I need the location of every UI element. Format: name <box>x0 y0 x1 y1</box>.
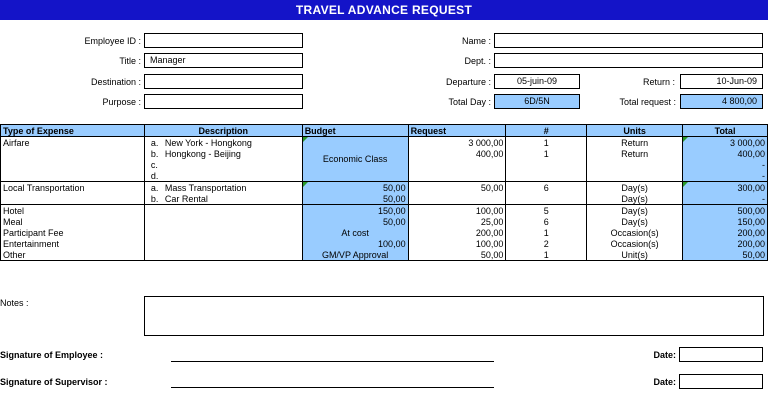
table-header-row <box>1 125 768 137</box>
signature-supervisor-label: Signature of Supervisor : <box>0 377 108 387</box>
cell-description[interactable] <box>144 182 302 194</box>
cell-description[interactable] <box>144 227 302 238</box>
cell-type <box>1 170 145 182</box>
total-day-field: 6D/5N <box>494 94 580 109</box>
cell-request[interactable] <box>408 193 506 205</box>
cell-type: Participant Fee <box>1 227 145 238</box>
cell-desc-letter: b. <box>150 148 159 159</box>
total-request-label: Total request : <box>619 97 676 107</box>
cell-desc-letter: d. <box>150 170 159 181</box>
cell-units: Return <box>587 137 683 149</box>
total-request-field: 4 800,00 <box>680 94 763 109</box>
table-row <box>1 193 768 205</box>
cell-count[interactable]: 1 <box>506 148 587 159</box>
cell-type: Airfare <box>1 137 145 149</box>
cell-units: Day(s) <box>587 216 683 227</box>
cell-request[interactable] <box>408 170 506 182</box>
date-employee-field[interactable] <box>679 347 763 362</box>
signature-employee-line[interactable] <box>171 361 494 362</box>
destination-field[interactable] <box>144 74 303 89</box>
cell-total: - <box>683 170 768 182</box>
cell-desc-letter: a. <box>150 182 159 193</box>
col-header-units: Units <box>587 125 683 137</box>
cell-request[interactable]: 200,00 <box>408 227 506 238</box>
cell-budget[interactable]: 100,00 <box>302 238 408 249</box>
cell-total: 400,00 <box>683 148 768 159</box>
cell-description[interactable] <box>144 216 302 227</box>
cell-total: 200,00 <box>683 238 768 249</box>
cell-type <box>1 159 145 170</box>
date-label: Date: <box>653 377 676 387</box>
col-header-type: Type of Expense <box>1 125 145 137</box>
signature-employee-label: Signature of Employee : <box>0 350 104 360</box>
cell-units: Return <box>587 148 683 159</box>
purpose-label: Purpose : <box>102 97 141 107</box>
dept-label: Dept. : <box>464 56 491 66</box>
cell-description[interactable] <box>144 170 302 182</box>
col-header-budget: Budget <box>302 125 408 137</box>
cell-type <box>1 193 145 205</box>
date-label: Date: <box>653 350 676 360</box>
table-row <box>1 182 768 194</box>
cell-units: Day(s) <box>587 205 683 217</box>
table-row <box>1 227 768 238</box>
cell-request[interactable] <box>408 159 506 170</box>
cell-budget[interactable]: At cost <box>302 227 408 238</box>
cell-budget[interactable]: 50,00 <box>302 193 408 205</box>
form-title: TRAVEL ADVANCE REQUEST <box>0 0 768 20</box>
return-label: Return : <box>642 77 675 87</box>
total-day-label: Total Day : <box>448 97 491 107</box>
cell-request[interactable]: 100,00 <box>408 205 506 217</box>
cell-count[interactable] <box>506 170 587 182</box>
cell-count[interactable] <box>506 193 587 205</box>
cell-type: Other <box>1 249 145 261</box>
cell-count[interactable]: 1 <box>506 137 587 149</box>
departure-label: Departure : <box>445 77 491 87</box>
cell-request[interactable]: 50,00 <box>408 182 506 194</box>
cell-description[interactable] <box>144 249 302 261</box>
cell-request[interactable]: 50,00 <box>408 249 506 261</box>
cell-desc-letter: c. <box>150 159 158 170</box>
cell-count[interactable]: 1 <box>506 227 587 238</box>
purpose-field[interactable] <box>144 94 303 109</box>
col-header-request: Request <box>408 125 506 137</box>
cell-total: 300,00 <box>683 182 768 194</box>
cell-units: Day(s) <box>587 182 683 194</box>
notes-field[interactable] <box>144 296 764 336</box>
date-supervisor-field[interactable] <box>679 374 763 389</box>
table-row <box>1 216 768 227</box>
col-header-count: # <box>506 125 587 137</box>
cell-total: 500,00 <box>683 205 768 217</box>
signature-supervisor-line[interactable] <box>171 387 494 388</box>
cell-units <box>587 170 683 182</box>
cell-desc-text: Hongkong - Beijing <box>164 148 241 159</box>
cell-total: - <box>683 159 768 170</box>
cell-desc-letter: a. <box>150 137 159 148</box>
cell-units: Occasion(s) <box>587 227 683 238</box>
destination-label: Destination : <box>90 77 141 87</box>
cell-type <box>1 148 145 159</box>
cell-description[interactable] <box>144 137 302 149</box>
cell-count[interactable] <box>506 159 587 170</box>
cell-total: 3 000,00 <box>683 137 768 149</box>
cell-desc-text: New York - Hongkong <box>164 137 252 148</box>
cell-units: Day(s) <box>587 193 683 205</box>
cell-request[interactable]: 3 000,00 <box>408 137 506 149</box>
title-label: Title : <box>119 56 141 66</box>
table-row <box>1 249 768 261</box>
dept-field[interactable] <box>494 53 763 68</box>
return-field[interactable]: 10-Jun-09 <box>680 74 763 89</box>
cell-type: Entertainment <box>1 238 145 249</box>
table-row <box>1 238 768 249</box>
cell-total: 200,00 <box>683 227 768 238</box>
cell-description[interactable] <box>144 148 302 159</box>
cell-units: Occasion(s) <box>587 238 683 249</box>
col-header-total: Total <box>683 125 768 137</box>
notes-label: Notes : <box>0 298 29 308</box>
cell-description[interactable] <box>144 159 302 170</box>
cell-total: 150,00 <box>683 216 768 227</box>
cell-request[interactable]: 400,00 <box>408 148 506 159</box>
col-header-description: Description <box>144 125 302 137</box>
cell-budget[interactable]: 150,00 <box>302 205 408 217</box>
cell-desc-letter: b. <box>150 193 159 204</box>
name-label: Name : <box>461 36 491 46</box>
cell-request[interactable]: 100,00 <box>408 238 506 249</box>
cell-total: - <box>683 193 768 205</box>
cell-type: Meal <box>1 216 145 227</box>
cell-count[interactable]: 6 <box>506 182 587 194</box>
title-field[interactable]: Manager <box>144 53 303 68</box>
cell-count[interactable]: 2 <box>506 238 587 249</box>
cell-total: 50,00 <box>683 249 768 261</box>
cell-type: Local Transportation <box>1 182 145 194</box>
expense-table <box>0 124 768 261</box>
name-field[interactable] <box>494 33 763 48</box>
cell-count[interactable]: 6 <box>506 216 587 227</box>
cell-budget[interactable]: GM/VP Approval <box>302 249 408 261</box>
cell-type: Hotel <box>1 205 145 217</box>
table-row <box>1 137 768 149</box>
table-row <box>1 205 768 217</box>
employee-id-field[interactable] <box>144 33 303 48</box>
cell-budget[interactable]: 50,00 <box>302 216 408 227</box>
cell-description[interactable] <box>144 238 302 249</box>
cell-desc-text: Car Rental <box>164 193 208 204</box>
cell-request[interactable]: 25,00 <box>408 216 506 227</box>
cell-budget-airfare[interactable]: Economic Class <box>302 137 408 182</box>
cell-description[interactable] <box>144 205 302 217</box>
cell-units: Unit(s) <box>587 249 683 261</box>
cell-units <box>587 159 683 170</box>
cell-description[interactable] <box>144 193 302 205</box>
employee-id-label: Employee ID : <box>84 36 141 46</box>
cell-desc-text: Mass Transportation <box>164 182 247 193</box>
cell-count[interactable]: 1 <box>506 249 587 261</box>
departure-field[interactable]: 05-juin-09 <box>494 74 580 89</box>
cell-count[interactable]: 5 <box>506 205 587 217</box>
cell-budget[interactable]: 50,00 <box>302 182 408 194</box>
